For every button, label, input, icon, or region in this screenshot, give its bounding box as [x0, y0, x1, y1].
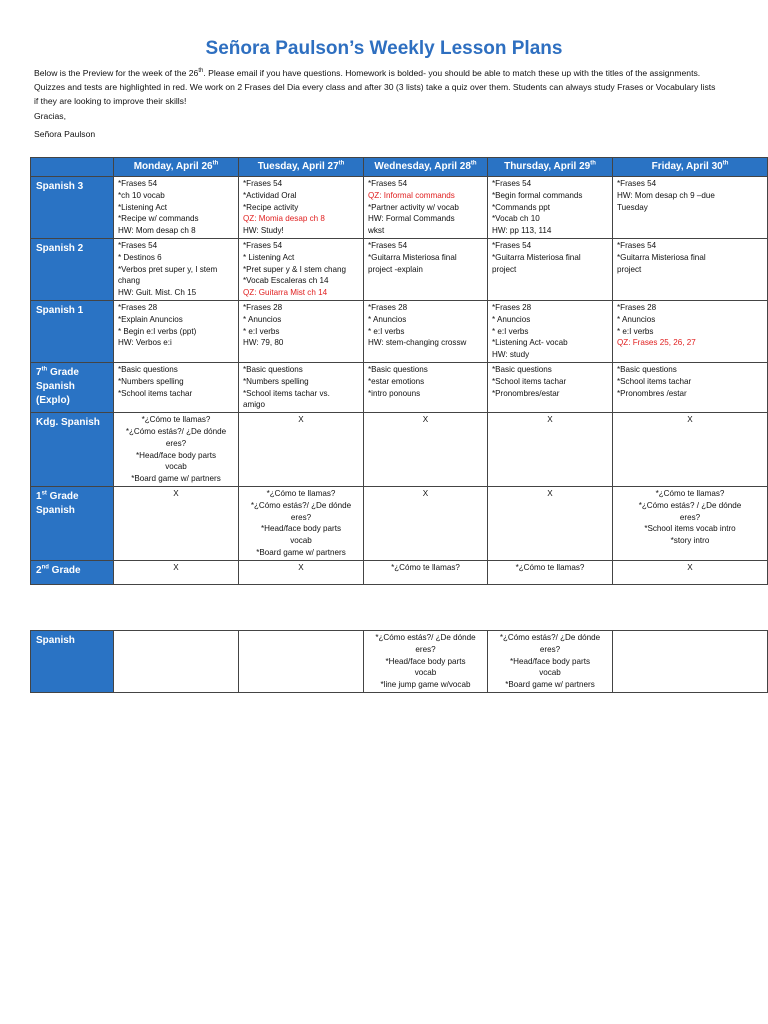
plan-cell [239, 300, 364, 362]
cell-line: *Frases 54 [368, 179, 408, 188]
plan-cell [613, 177, 768, 239]
plan-cell [613, 413, 768, 487]
cell-line: HW: Formal Commands [368, 214, 455, 224]
cell-line: *Vocab ch 10 [492, 214, 540, 224]
cell-line: X [298, 415, 304, 425]
day-header: Tuesday, April 27th [239, 158, 364, 177]
cell-line: X [422, 415, 429, 425]
cell-line: X [173, 488, 179, 498]
cell-line: *Frases 54 [118, 240, 158, 250]
plan-cell [488, 300, 613, 362]
table-row [31, 177, 768, 239]
cell-line: *Commands ppt [492, 202, 551, 212]
intro-line-2: Quizzes and tests are highlighted in red. We work on 2 Frases del Dia every class and after 30 (3 lists) take a quiz over them. Students can always study Frases or Vocabulary lists [34, 82, 716, 92]
cell-line: *¿Cómo te llamas? [141, 415, 211, 425]
cell-line: * e:I verbs [617, 326, 654, 336]
cell-line: * e:I verbs [368, 326, 405, 336]
day-header-row [31, 158, 768, 177]
plan-cell [364, 486, 488, 560]
cell-line: *ch 10 vocab [118, 190, 165, 200]
intro-line-1-end: . Please email if you have questions. Homework is bolded- you should be able to match these up with the titles of the assignments. [203, 68, 701, 78]
plan-cell [114, 486, 239, 560]
table-row [31, 362, 768, 412]
cell-line: * e:I verbs [243, 326, 280, 336]
intro-line-3: if they are looking to improve their skills! [34, 96, 187, 106]
row-header: Kdg. Spanish [31, 413, 114, 487]
cell-line: *Frases 54 [617, 179, 657, 188]
cell-line: * Anuncios [368, 314, 407, 324]
cell-line: HW: Verbos e:i [118, 338, 172, 348]
cell-line: X [687, 415, 693, 425]
table-row [31, 413, 768, 487]
plan-cell [239, 177, 364, 239]
cell-line: *Numbers spelling [118, 376, 184, 386]
page-title: Señora Paulson’s Weekly Lesson Plans [205, 38, 563, 59]
plan-cell [613, 238, 768, 300]
cell-line: vocab [539, 668, 561, 678]
day-header: Monday, April 26th [114, 158, 239, 177]
plan-cell [239, 362, 364, 412]
plan-cell [613, 362, 768, 412]
cell-line: *Numbers spelling [243, 376, 309, 386]
cell-line: *Verbos pret super y, I stem [118, 264, 218, 274]
cell-line: project [492, 264, 517, 274]
cell-line: *intro ponouns [368, 388, 421, 398]
cell-line: *¿Cómo te llamas? [515, 562, 585, 572]
plan-cell [488, 631, 613, 693]
plan-cell [364, 631, 488, 693]
plan-cell [239, 486, 364, 560]
cell-line: X [422, 488, 429, 498]
row-header: Spanish 3 [31, 177, 114, 239]
cell-line: *Basic questions [243, 364, 303, 374]
plan-cell [239, 413, 364, 487]
cell-line: wkst [368, 226, 385, 236]
cell-line: *Pret super y & I stem chang [243, 264, 347, 274]
cell-line: X [298, 562, 304, 572]
cell-line: X [547, 415, 553, 425]
plan-cell [488, 362, 613, 412]
cell-line: HW: study [492, 350, 530, 360]
plan-cell [114, 560, 239, 584]
cell-line: vocab [165, 462, 187, 472]
row-header: Spanish 2 [31, 238, 114, 300]
cell-line: HW: 79, 80 [243, 338, 284, 348]
cell-line: vocab [414, 668, 437, 678]
cell-line: *School items vocab intro [644, 524, 736, 534]
cell-line: *Basic questions [118, 364, 178, 374]
cell-line: *Vocab Escaleras ch 14 [243, 276, 329, 286]
cell-line: project -explain [368, 264, 423, 274]
cell-line: * Destinos 6 [118, 252, 162, 262]
cell-line: Tuesday [617, 202, 648, 212]
cell-line: *Frases 28 [368, 302, 408, 312]
cell-line: *Basic questions [617, 364, 677, 374]
cell-line: *Head/face body parts [509, 656, 591, 666]
cell-line: *¿Cómo te llamas? [391, 562, 460, 572]
row-header: 2nd Grade [31, 560, 114, 584]
cell-line: *story intro [670, 536, 710, 546]
cell-line: *Pronombres /estar [617, 388, 687, 398]
cell-line: *¿Cómo estás?/ ¿De dónde [499, 633, 601, 642]
day-header: Friday, April 30th [613, 158, 768, 177]
cell-line: X [547, 488, 553, 498]
cell-line: *estar emotions [368, 376, 425, 386]
plan-cell [488, 413, 613, 487]
cell-line: *line jump game w/vocab [380, 680, 471, 690]
cell-line: *Guitarra Misteriosa final [617, 252, 706, 262]
cell-line: X [687, 562, 693, 572]
cell-line: *Begin formal commands [492, 190, 583, 200]
cell-line: *Recipe activity [243, 202, 299, 212]
cell-line: * Listening Act [243, 252, 295, 262]
cell-line: *Basic questions [492, 364, 552, 374]
quiz-line: QZ: Informal commands [368, 190, 455, 200]
cell-line: *Listening Act [118, 202, 168, 212]
cell-line: *Basic questions [368, 364, 428, 374]
plan-cell [613, 560, 768, 584]
plan-cell [488, 560, 613, 584]
cell-line: *¿Cómo estás?/ ¿De dónde [375, 633, 476, 642]
intro-closing: Gracias, [34, 111, 66, 121]
table-row [31, 238, 768, 300]
row-header: Spanish [31, 631, 114, 693]
cell-line: HW: Study! [243, 226, 284, 236]
cell-line: HW: Mom desap ch 9 –due [617, 190, 715, 200]
row-header: 1st Grade Spanish [31, 486, 114, 560]
plan-cell [488, 486, 613, 560]
cell-line: *Frases 28 [617, 302, 657, 312]
corner-cell [31, 158, 114, 177]
cell-line: HW: pp 113, 114 [492, 226, 552, 236]
day-header: Wednesday, April 28th [364, 158, 488, 177]
cell-line: *¿Cómo estás?/ ¿De dónde [125, 426, 227, 436]
intro-line-1-start: Below is the Preview for the week of the 26 [34, 68, 199, 78]
plan-cell [239, 238, 364, 300]
plan-cell [239, 631, 364, 693]
cell-line: *Frases 54 [243, 179, 283, 188]
cell-line: *Frases 28 [118, 302, 158, 312]
cell-line: * e:I verbs [492, 326, 529, 336]
plan-cell [613, 486, 768, 560]
plan-cell [114, 300, 239, 362]
cell-line: *¿Cómo te llamas? [266, 488, 336, 498]
plan-cell [613, 300, 768, 362]
cell-line: *Head/face body parts [260, 524, 342, 534]
cell-line: *Explain Anuncios [118, 314, 183, 324]
cell-line: *Guitarra Misteriosa final [368, 252, 457, 262]
plan-cell [364, 300, 488, 362]
cell-line: eres? [165, 438, 187, 448]
plan-cell [364, 362, 488, 412]
cell-line: *Frases 28 [492, 302, 532, 312]
cell-line: *Frases 54 [243, 240, 283, 250]
cell-line: eres? [679, 512, 701, 522]
plan-cell [364, 413, 488, 487]
cell-line: * Anuncios [243, 314, 282, 324]
plan-cell [488, 238, 613, 300]
cell-line: HW: stem-changing crossw [368, 338, 467, 348]
plan-cell [114, 238, 239, 300]
intro-signature: Señora Paulson [34, 129, 96, 139]
day-header: Thursday, April 29th [488, 158, 613, 177]
plan-cell [114, 177, 239, 239]
cell-line: eres? [539, 644, 561, 654]
cell-line: *School items tachar [617, 376, 692, 386]
cell-line: *Board game w/ partners [505, 680, 595, 690]
plan-cell [364, 238, 488, 300]
cell-line: *Frases 54 [118, 179, 158, 188]
quiz-line: QZ: Guitarra Mist ch 14 [243, 288, 328, 298]
cell-line: * Begin e:I verbs (ppt) [118, 326, 197, 336]
cell-line: *¿Cómo estás? / ¿De dónde [638, 500, 742, 510]
cell-line: * Anuncios [492, 314, 531, 324]
table-row [31, 560, 768, 584]
cell-line: amigo [243, 400, 266, 410]
cell-line: *Guitarra Misteriosa final [492, 252, 581, 262]
plan-cell [364, 560, 488, 584]
plan-cell [488, 177, 613, 239]
plan-cell [364, 177, 488, 239]
cell-line: X [173, 562, 179, 572]
cell-line: chang [118, 276, 141, 286]
cell-line: *School items tachar [492, 376, 567, 386]
cell-line: vocab [290, 536, 312, 546]
cell-line: *Frases 28 [243, 302, 283, 312]
cell-line: *Partner activity w/ vocab [368, 202, 459, 212]
cell-line: *Frases 54 [492, 179, 532, 188]
plan-cell [114, 631, 239, 693]
table-row [31, 486, 768, 560]
intro-line-1-sup: th [198, 68, 204, 75]
cell-line: *Recipe w/ commands [118, 214, 199, 224]
cell-line: *Listening Act- vocab [492, 338, 568, 348]
cell-line: *Head/face body parts [385, 656, 466, 666]
cell-line: *Frases 54 [368, 240, 408, 250]
cell-line: HW: Guit. Mist. Ch 15 [118, 288, 197, 298]
cell-line: *Frases 54 [617, 240, 657, 250]
cell-line: *Frases 54 [492, 240, 532, 250]
row-header: 7th Grade Spanish (Explo) [31, 362, 114, 412]
row-header: Spanish 1 [31, 300, 114, 362]
cell-line: *Head/face body parts [135, 450, 217, 460]
table-row [31, 631, 768, 693]
intro-line-1 [34, 66, 742, 80]
intro-text [34, 66, 742, 141]
lesson-plan-extra-table [30, 630, 768, 693]
cell-line: * Anuncios [617, 314, 656, 324]
cell-line: HW: Mom desap ch 8 [118, 226, 196, 236]
plan-cell [239, 560, 364, 584]
cell-line: project [617, 264, 642, 274]
plan-cell [114, 413, 239, 487]
table-row [31, 300, 768, 362]
cell-line: *Actividad Oral [243, 190, 297, 200]
lesson-plan-table [30, 157, 768, 585]
plan-cell [114, 362, 239, 412]
cell-line: *Pronombres/estar [492, 388, 560, 398]
cell-line: eres? [290, 512, 312, 522]
quiz-line: QZ: Momia desap ch 8 [243, 214, 325, 224]
cell-line: *¿Cómo te llamas? [655, 488, 725, 498]
cell-line: *School items tachar [118, 388, 193, 398]
cell-line: *School items tachar vs. [243, 388, 330, 398]
cell-line: *Board game w/ partners [131, 474, 221, 484]
quiz-line: QZ: Frases 25, 26, 27 [617, 338, 696, 348]
cell-line: eres? [415, 644, 436, 654]
cell-line: *¿Cómo estás?/ ¿De dónde [250, 500, 352, 510]
plan-cell [613, 631, 768, 693]
cell-line: *Board game w/ partners [256, 547, 346, 557]
